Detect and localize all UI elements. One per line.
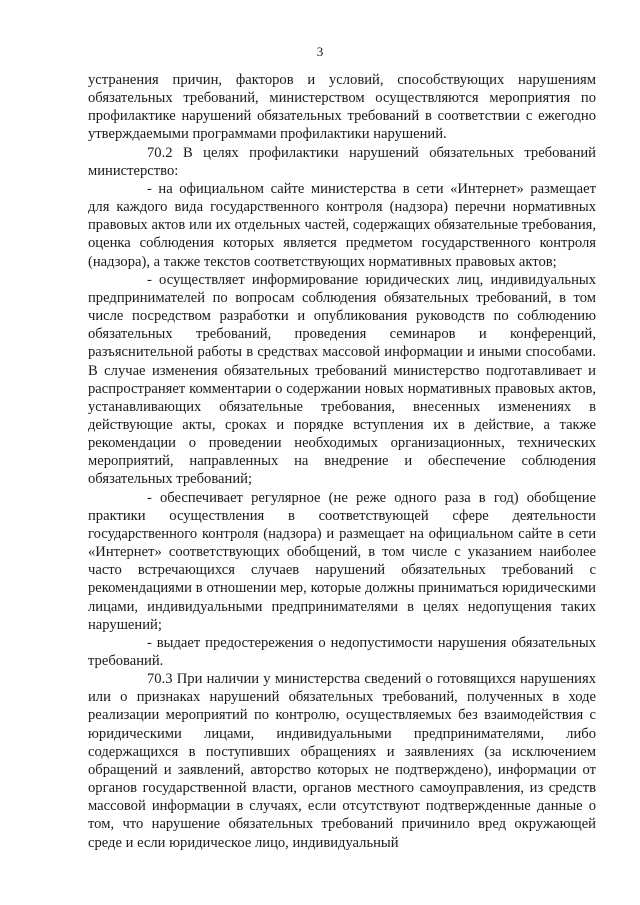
list-item-warnings: - выдает предостережения о недопустимости нарушения обязательных требований. bbox=[88, 634, 596, 669]
paragraph-70-2: 70.2 В целях профилактики нарушений обязательных требований министерство: bbox=[88, 144, 596, 179]
paragraph-70-3: 70.3 При наличии у министерства сведений о готовящихся нарушениях или о признаках нарушений обязательных требований, полученных в ходе реализации мероприятий по контролю, осуществляемых без взаимодействия с юридическими лицами, индивидуальными предпринимателями, либо содержащихся в поступивших обращениях и заявлениях (за исключением обращений и заявлений, авторство которых не подтверждено), информации от органов государственной власти, органов местного самоуправления, из средств массовой информации в случаях, если отсутствуют подтвержденные данные о том, что нарушение обязательных требований причинило вред окружающей среде и если юридическое лицо, индивидуальный bbox=[88, 671, 596, 851]
page-number: 3 bbox=[316, 44, 324, 59]
list-item-informing: - осуществляет информирование юридических лиц, индивидуальных предпринимателей по вопросам соблюдения обязательных требований, в том числе посредством разработки и опубликования руководств по соблюдению обязательных требований, проведения семинаров и конференций, разъяснительной работы в средствах массовой информации и иными способами. В случае изменения обязательных требований министерство подготавливает и распространяет комментарии о содержании новых нормативных правовых актов, устанавливающих обязательные требования, внесенных изменениях в действующие акты, сроках и порядке вступления их в действие, а также рекомендации о проведении необходимых организационных, технических мероприятий, направленных на внедрение и обеспечение соблюдения обязательных требований; bbox=[88, 271, 596, 488]
list-item-publish-regulations: - на официальном сайте министерства в сети «Интернет» размещает для каждого вида государственного контроля (надзора) перечни нормативных правовых актов или их отдельных частей, содержащих обязательные требования, оценка соблюдения которых является предметом государственного контроля (надзора), а также текстов соответствующих нормативных правовых актов; bbox=[88, 180, 596, 270]
document-body bbox=[88, 71, 596, 852]
list-item-practice-summary: - обеспечивает регулярное (не реже одного раза в год) обобщение практики осуществления в соответствующей сфере деятельности государственного контроля (надзора) и размещает на официальном сайте в сети «Интернет» соответствующих обобщений, в том числе с указанием наиболее часто встречающихся случаев нарушений обязательных требований с рекомендациями в отношении мер, которые должны приниматься юридическими лицами, индивидуальными предпринимателями в целях недопущения таких нарушений; bbox=[88, 489, 596, 633]
paragraph-continuation: устранения причин, факторов и условий, способствующих нарушениям обязательных требований, министерством осуществляются мероприятия по профилактике нарушений обязательных требований в соответствии с ежегодно утверждаемыми программами профилактики нарушений. bbox=[88, 72, 596, 143]
